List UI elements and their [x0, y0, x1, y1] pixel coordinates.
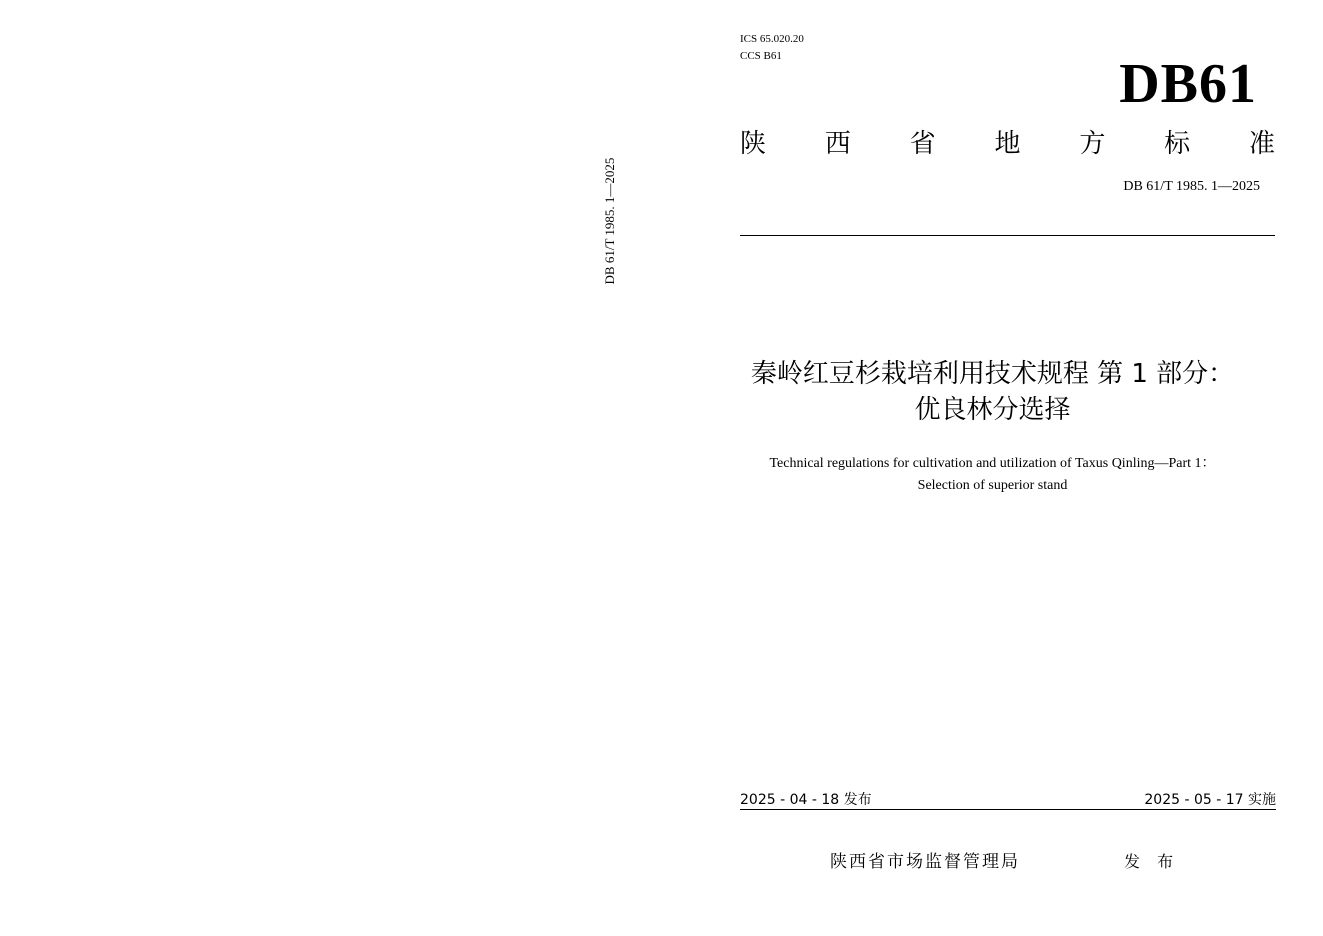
- issuing-authority: 陕西省市场监督管理局: [830, 852, 1020, 872]
- standard-number: DB 61/T 1985. 1—2025: [1123, 179, 1260, 194]
- standard-title-char: 准: [1248, 129, 1275, 159]
- standard-category-title: [740, 126, 1275, 162]
- standard-title-char: 标: [1164, 129, 1191, 159]
- chinese-title: [700, 356, 1285, 428]
- db61-logo: DB61: [1119, 53, 1257, 115]
- footer-divider: [740, 809, 1276, 810]
- standard-title-char: 地: [994, 129, 1021, 159]
- chinese-title-line-2: 优良林分选择: [914, 395, 1071, 425]
- english-title: [700, 453, 1285, 497]
- issue-label: 发 布: [1124, 852, 1180, 871]
- header-divider: [740, 235, 1275, 236]
- ics-code: ICS 65.020.20: [740, 33, 804, 45]
- standard-title-char: 西: [824, 129, 851, 159]
- publish-date: 2025 - 04 - 18 发布: [740, 792, 872, 808]
- chinese-title-line-1: 秦岭红豆杉栽培利用技术规程 第 1 部分：: [750, 359, 1235, 389]
- english-title-line-1: Technical regulations for cultivation and utilization of Taxus Qinling—Part 1：: [769, 456, 1216, 471]
- implement-date: 2025 - 05 - 17 实施: [1144, 792, 1276, 808]
- standard-title-char: 省: [909, 129, 936, 159]
- standard-title-char: 陕: [740, 129, 767, 159]
- ccs-code: CCS B61: [740, 50, 782, 62]
- spine-standard-code: DB 61/T 1985. 1—2025: [602, 157, 617, 285]
- english-title-line-2: Selection of superior stand: [917, 478, 1068, 493]
- standard-title-char: 方: [1079, 129, 1106, 159]
